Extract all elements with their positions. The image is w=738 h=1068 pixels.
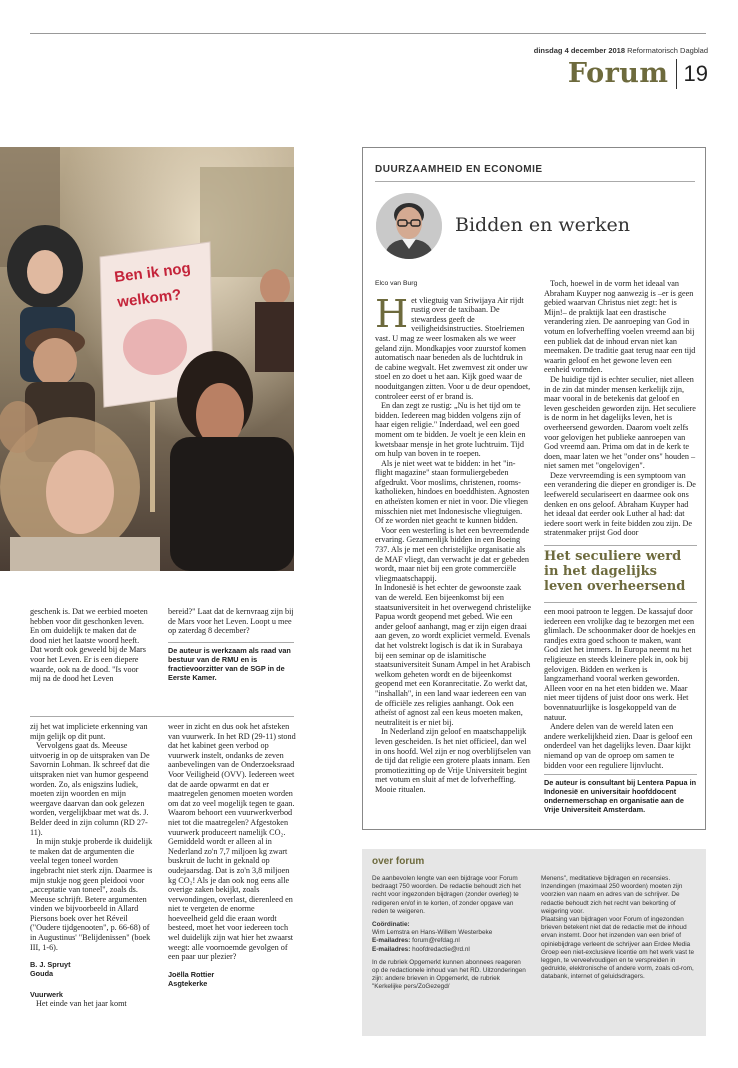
letter2-right-signature-name: Joëlla Rottier — [168, 969, 215, 979]
article-column-2-top — [544, 279, 697, 538]
bio-rule — [168, 642, 294, 643]
email-forum[interactable]: forum@refdag.nl — [412, 937, 460, 945]
pullquote: Het seculiere werd in het dagelijks leven overheersend — [544, 549, 686, 594]
letter2-left-column — [30, 722, 154, 1009]
letter2-right-text: weer in zicht en dus ook het afsteken van vuurwerk. In het RD (29-11) stond dat het kabinet geen verbod op vuurwerk instelt, ondanks de zeven aanbevelingen van de Onderzoeksraad Voor Veiligheid (OVV). Iedereen weet dat de aarde opwarmt en dat er maatregelen genomen moeten worden om dat zo veel mogelijk tegen te gaan. Waarom behoort een vuurwerkverbod niet tot die maatregelen? Afgestoken vuurwerk produceert namelijk CO₂. Gemiddeld wordt er alleen al in Nederland zo'n 7,7 miljoen kg zwart buskruit de lucht in geknald op oudejaarsdag. Dat is zo'n 3,8 miljoen kg CO₂! Als je dan ook nog eens alle overige zaken bekijkt, zoals verwondingen, overlast, dierenleed en niet te vergeten de enorme hoeveelheid geld die eraan wordt besteed, moet het voor iedereen toch wel duidelijk zijn wat hier het zwaarst weegt: alle voornoemde gevolgen of een paar uur plezier? — [168, 722, 296, 962]
over-forum-text: Menens", meditatieve bijdragen en recensies. Inzendingen (maximaal 250 woorden) moeten zijn voorzien van naam en adres van de schrijver. De redactie behoudt zich het recht van bekorting of weigering voor. — [541, 875, 683, 915]
pullquote-rule-bottom — [544, 602, 697, 603]
article-para: In Nederland zijn geloof en maatschappelijk leven gescheiden. Is het niet officieel, dan wel in ons hoofd. Wel zijn er nog overblijfselen van de tijd dat religie een grotere plaats innam. Een promotiezitting op de Vrije Universiteit begint met votum en sluit af met de lofverheffing. Mooie ritualen. — [375, 727, 531, 794]
next-letter-heading: Vuurwerk — [30, 990, 63, 1000]
newspaper-name: Reformatorisch Dagblad — [627, 46, 708, 55]
over-forum-text: Plaatsing van bijdragen voor Forum of ingezonden brieven betekent niet dat de redactie met de inhoud ervan instemt. Door het inzenden van een brief of opiniebijdrage verleent de schrijver aan Erdee Media Groep een niet-exclusieve licentie om het werk vast te leggen, te verveelvoudigen en te verspreiden in gedrukte, elektronische of andere vorm, zoals cd-rom, databank, internet of geluidsdragers. — [541, 916, 695, 981]
section-divider — [676, 59, 677, 89]
letter2-right-column — [168, 722, 296, 988]
letter2-signature-name: B. J. Spruyt — [30, 960, 71, 970]
next-letter-text: Het einde van het jaar komt — [36, 999, 127, 1009]
author-avatar — [376, 193, 442, 259]
letter2-signature-place: Gouda — [30, 969, 54, 979]
page-number: 19 — [683, 60, 708, 86]
letter2-para: zij het wat impliciete erkenning van mijn gelijk op dit punt. — [30, 722, 148, 741]
article-kicker: DUURZAAMHEID EN ECONOMIE — [375, 164, 543, 175]
over-forum-title: over forum — [372, 856, 425, 867]
over-forum-text: In de rubriek Opgemerkt kunnen abonnees reageren op de redactionele inhoud van het RD. Uitzonderingen zijn: andere brieven in Opgemerkt, de rubriek "Kerkelijke pers/ZoGezegd/ — [372, 958, 526, 991]
coordination-names: Wim Lemstra en Hans-Willem Westerbeke — [372, 929, 493, 937]
pullquote-rule-top — [544, 545, 697, 546]
article-para: Toch, hoewel in de vorm het ideaal van Abraham Kuyper nog aanwezig is –er is geen gebied waarvan Christus niet zegt: het is Mijn!– de praktijk laat een drastische verandering zien. De aanroeping van God in votum en lofverheffing voelen vreemd aan bij een publiek dat de inhoud ervan niet kan meemaken. De traditie gaat terug naar een tijd waarin geloof en het gewone leven een eenheid vormden. — [544, 279, 696, 375]
article-bio: De auteur is consultant bij Lentera Papua in Indonesië en universitair hoofddocent ondernemerschap en organisatie aan de Vrije Universiteit Amsterdam. — [544, 778, 697, 815]
article-para: En dan zegt ze rustig: „Nu is het tijd om te bidden. Iedereen mag bidden volgens zijn of haar eigen religie." Inderdaad, wel een goed moment om te bidden. Je voelt je een klein en kwetsbaar mensje in het grote luchtruim. Tijd om hulp van boven in te roepen. — [375, 401, 526, 459]
letter2-right-signature-place: Asgtekerke — [168, 978, 208, 988]
letter2-para: In mijn stukje proberde ik duidelijk te maken dat de argumenten die veelal tegen toneel worden ingebracht niet sterk zijn. Daarmee is mijn stukje nog geen pleidooi voor „acceptatie van toneel", zoals ds. Meeuse schrijft. Betere argumenten vinden we bijvoorbeeld in Allard Piersons boek over het Réveil ("Oudere tijdgenooten", p. 66-68) of in Augustinus' "Belijdenissen" (boek III, 1-6). — [30, 837, 153, 952]
coordination-label: Coördinatie: — [372, 921, 410, 929]
email-editor[interactable]: hoofdredactie@rd.nl — [412, 945, 470, 953]
over-forum-text: De aanbevolen lengte van een bijdrage voor Forum bedraagt 750 woorden. De redactie behoudt zich het recht voor ingezonden bijdragen (zonder overleg) te redigeren en/of in te korten, of zonder opgave van reden te weigeren. — [372, 875, 521, 915]
email-label: E-mailadres: — [372, 937, 411, 945]
article-column-1 — [375, 279, 532, 794]
march-photo-image — [0, 147, 294, 571]
top-rule — [30, 33, 706, 34]
article-para: een mooi patroon te leggen. De kassajuf door iedereen een vrolijke dag te bezorgen met een glimlach. De schoonmaker door de hoekjes en randjes extra goed schoon te maken, want God ziet het immers. In Europa neemt nu het religieuze en steeds kleinere plek in, ook bij gelovigen. Bidden en werken is langzamerhand vooral werken geworden. Alleen voor en na het eten bidden we. Maar niet meer tijdens of juist door ons werk. Het bovennatuurlijke is losgekoppeld van de natuur. — [544, 607, 696, 722]
over-forum-left-column — [372, 875, 527, 997]
march-photo — [0, 147, 294, 571]
letters-divider — [30, 716, 294, 717]
bio-rule — [544, 774, 697, 775]
email-label: E-mailadres: — [372, 945, 411, 953]
article-para: In Indonesië is het echter de gewoonste zaak van de wereld. Een bijeenkomst bij een staatsuniversiteit in het overwegend christelijke Papua wordt geopend met gebed. Wie een ander geloof aanhangt, mag er zijn eigen draai aan geven, zo wordt expliciet vermeld. Evenals dat het volstrekt logisch is dat ik in Surabaya bij een seminar op de islamitische staatsuniversiteit Sunam Ampel in het Arabisch welkom geheten wordt en de bijeenkomst geopend met een Koranrecitatie. Zo werkt dat, "inshallah", in een land waar iedereen een van de officiële zes religies aanhangt. Ook een atheïst of agnost zal een keus moeten maken, neutraliteit is er niet bij. — [375, 583, 531, 727]
letter1-left-text: geschenk is. Dat we eerbied moeten hebben voor dit geschonken leven. En om duidelijk te maken dat de dood niet het laatste woord heeft. Dat wordt ook geweeld bij de Mars voor het Leven. Er is een diepere waarde, ook na de dood. "Is voor mij na de dood het Leven — [30, 607, 148, 684]
letter1-right-text: bereid?" Laat dat de kernvraag zijn bij de Mars voor het Leven. Loopt u mee op zaterdag 8 december? — [168, 607, 294, 636]
article-para: De huidige tijd is echter seculier, niet alleen in de zin dat minder mensen kerkelijk zijn, maar vooral in de betekenis dat geloof en leven gescheiden geworden zijn. Het seculiere is de norm in het dagelijks leven, het is overheersend geworden. Daarom voelt zelfs voor gelovigen het publieke aanroepen van God vreemd aan. Prima om dat in de kerk te doen, maar laten we het "onder ons" houden – niet samen met "ongelovigen". — [544, 374, 696, 471]
article-para: Andere delen van de wereld laten een andere werkelijkheid zien. Daar is geloof een onderdeel van het dagelijks leven. Daar kijkt niemand op van de oproep om samen te bidden voor een reguliere lijnvlucht. — [544, 722, 693, 770]
svg-text:Ben ik nog: Ben ik nog — [113, 259, 192, 286]
over-forum-right-column — [541, 875, 696, 997]
over-forum-box — [362, 849, 706, 1036]
dateline — [534, 46, 708, 55]
article-lead: et vliegtuig van Sriwijaya Air rijdt rustig over de taxibaan. De stewardess geeft de veiligheidsinstructies. Stoelriemen vast. U mag ze weer losmaken als we weer geland zijn. Mondkapjes voor zuurstof komen automatisch naar beneden als de luchtdruk in de cabine wegvalt. Het zwemvest zit onder uw stoel en zo doet u het aan. Kijk goed waar de nooduitgangen zitten. Voor u de deur opendoet, controleer eerst of er brand is. — [375, 295, 531, 401]
letter1-bio: De auteur is werkzaam als raad van bestuur van de RMU en is fractievoorzitter van de SGP in de Eerste Kamer. — [168, 645, 291, 682]
article-author: Elco van Burg — [375, 280, 418, 287]
author-photo — [376, 193, 442, 259]
article-dropcap: H — [375, 291, 409, 336]
article-para: Als je niet weet wat te bidden: in het "in-flight magazine" staan formuliergebeden afgedrukt. Voor moslims, christenen, rooms-katholieken, hindoes en boeddhisten. Agnosten en atheïsten komen er niet in voor. Die vliegen misschien niet met Indonesische vliegtuigen. Of ze worden niet geacht te kunnen bidden. — [375, 458, 530, 526]
letter1-left-column — [30, 607, 150, 684]
article-column-2-bottom — [544, 607, 697, 814]
section-header — [568, 58, 708, 89]
section-title: Forum — [567, 58, 669, 89]
letter1-right-column — [168, 607, 294, 682]
article-headline: Bidden en werken — [455, 214, 630, 236]
article-para: Voor een westerling is het een bevreemdende ervaring. Gezamenlijk bidden in een Boeing 737. Als je met een christelijke organisatie als de MAF vliegt, dan verwacht je dat er gebeden wordt, maar niet bij een grote commerciële vliegmaatschappij. — [375, 525, 530, 583]
svg-text:welkom?: welkom? — [116, 286, 183, 311]
kicker-rule — [375, 181, 695, 182]
article-para: Deze vervreemding is een symptoom van een verandering die dieper en grondiger is. De leefwereld seculariseert en daarmee ook ons denken en ons geloof. Abraham Kuyper had het ideaal dat eerder ook Luther al had: dat iedere soort werk in feite bidden zou zijn. De stratenmaker prijst God door — [544, 470, 696, 538]
letter2-para: Vervolgens gaat ds. Meeuse uitvoerig in op de uitspraken van De Savornin Lohman. Ik schreef dat die uitspraken niet van humor gespeend worden. Zo, als enigszins ludiek, moeten zijn woorden en mijn weergave daarvan dan ook gelezen worden, vergelijkbaar met wat ds. J. Belder deed in zijn column (RD 27-11). — [30, 741, 150, 837]
issue-date: dinsdag 4 december 2018 — [533, 46, 626, 55]
